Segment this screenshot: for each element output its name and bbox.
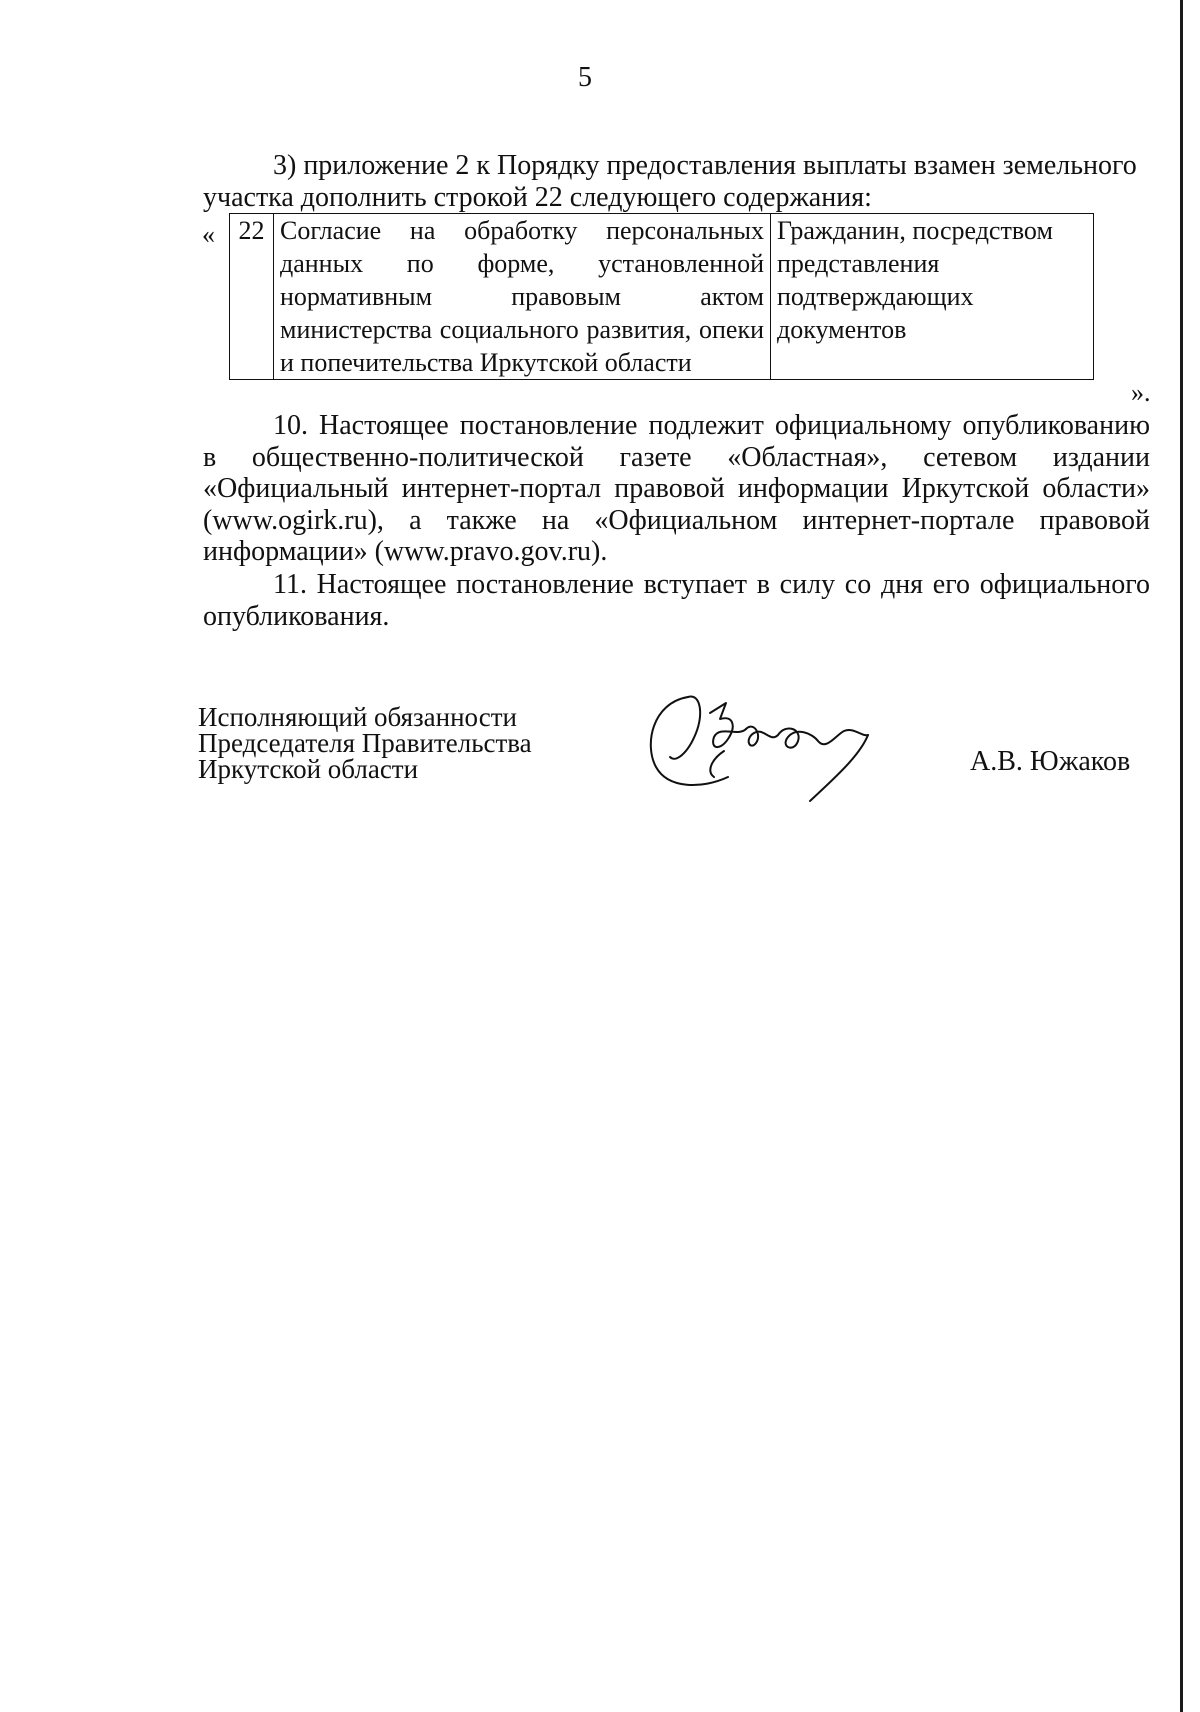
item-3-line-1: 3) приложение 2 к Порядку предоставления выплаты взамен земельного [273, 150, 1137, 181]
signatory-name: А.В. Южаков [970, 746, 1131, 777]
signatory-position [198, 704, 532, 782]
position-line-1: Исполняющий обязанности [198, 702, 517, 732]
opening-quote: « [202, 220, 215, 249]
provider-cell: Гражданин, посредством представления подтверждающих документов [771, 214, 1094, 380]
document-cell: Согласие на обработку персональных данных по форме, установленной нормативным правовым актом министерства социального развития, опеки и попечительства Иркутской области [274, 214, 771, 380]
handwritten-signature [640, 685, 910, 835]
position-line-3: Иркутской области [198, 754, 419, 784]
page-number: 5 [578, 62, 592, 93]
closing-quote: ». [1131, 378, 1151, 407]
item-11-paragraph: 11. Настоящее постановление вступает в силу со дня его официального опубликования. [203, 569, 1150, 632]
table-row [230, 214, 1094, 380]
row-number-cell: 22 [230, 214, 274, 380]
item-3-line-2: участка дополнить строкой 22 следующего содержания: [203, 181, 872, 213]
position-line-2: Председателя Правительства [198, 728, 532, 758]
page-edge-line [1180, 0, 1183, 1712]
amendment-table [229, 213, 1094, 380]
item-10-paragraph: 10. Настоящее постановление подлежит официальному опубликованию в общественно-политической газете «Областная», сетевом издании «Официальный интернет-портал правовой информации Иркутской области» (www.ogirk.ru), а также на «Официальном интернет-портале правовой информации» (www.pravo.gov.ru). [203, 410, 1150, 567]
item-3-paragraph [203, 150, 1150, 213]
